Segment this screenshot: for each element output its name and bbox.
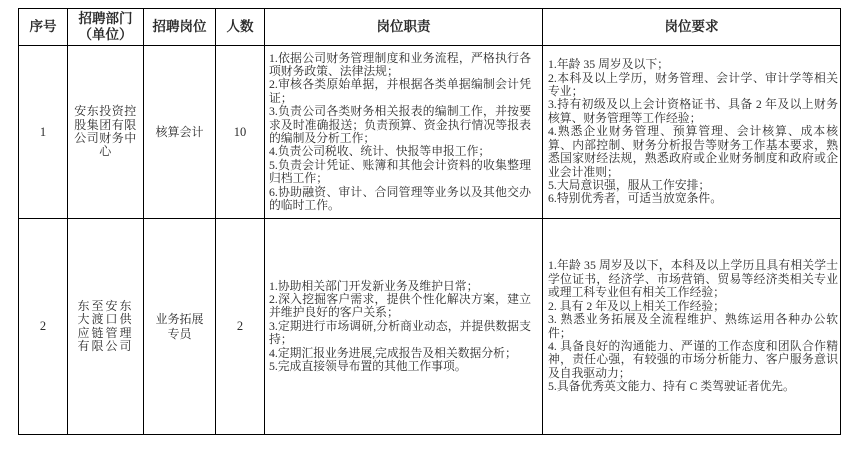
list-item: 4. 具备良好的沟通能力、严谨的工作态度和团队合作精神，责任心强，有较强的市场分析能力、客户服务意识及自我驱动力； bbox=[548, 338, 838, 380]
cell-position bbox=[144, 46, 216, 219]
duties-list bbox=[269, 280, 531, 374]
list-item: 6.特别优秀者，可适当放宽条件。 bbox=[548, 191, 723, 206]
cell-duties bbox=[265, 219, 543, 435]
cell-headcount: 2 bbox=[216, 219, 265, 435]
cell-duties bbox=[265, 46, 543, 219]
list-item: 1.依据公司财务管理制度和业务流程，严格执行各项财务政策、法律法规； bbox=[269, 50, 531, 78]
cell-serial-number: 2 bbox=[19, 219, 68, 435]
table-row-1 bbox=[19, 46, 841, 219]
list-item: 1.协助相关部门开发新业务及维护日常； bbox=[269, 278, 479, 293]
requirements-list bbox=[548, 259, 838, 393]
position-text: 核算会计 bbox=[155, 124, 204, 139]
list-item: 3.定期进行市场调研,分析商业动态，并提供数据支持； bbox=[269, 318, 531, 347]
department-text: 东至安东大渡口供应链管理有限公司 bbox=[77, 298, 134, 353]
header-duties: 岗位职责 bbox=[265, 9, 543, 46]
list-item: 2.审核各类原始单据，并根据各类单据编制会计凭证； bbox=[269, 77, 531, 105]
list-item: 5.完成直接领导布置的其他工作事项。 bbox=[269, 359, 467, 374]
header-headcount: 人数 bbox=[216, 9, 265, 46]
list-item: 4.负责公司税收、统计、快报等申报工作； bbox=[269, 144, 491, 159]
duties-list bbox=[269, 52, 531, 213]
list-item: 3.负责公司各类财务相关报表的编制工作，并按要求及时准确报送；负责预算、资金执行情况等报表的编制及分析工作； bbox=[269, 104, 531, 145]
requirements-list bbox=[548, 58, 838, 205]
position-text: 业务拓展专员 bbox=[155, 311, 204, 341]
list-item: 4.熟悉企业财务管理、预算管理、会计核算、成本核算、内部控制、财务分析报告等财务工作基本要求，熟悉国家财经法规，熟悉政府或企业财务制度和政府或企业会计准则； bbox=[548, 124, 838, 179]
recruitment-table bbox=[18, 8, 841, 435]
list-item: 5.大局意识强，服从工作安排； bbox=[548, 177, 711, 192]
list-item: 6.协助融资、审计、合同管理等业务以及其他交办的临时工作。 bbox=[269, 184, 531, 213]
list-item: 5.具备优秀英文能力、持有 C 类驾驶证者优先。 bbox=[548, 379, 795, 394]
list-item: 4.定期汇报业务进展,完成报告及相关数据分析； bbox=[269, 345, 517, 360]
header-serial-number: 序号 bbox=[19, 9, 68, 46]
table-row-2 bbox=[19, 219, 841, 435]
list-item: 2.深入挖掘客户需求，提供个性化解决方案，建立并维护良好的客户关系； bbox=[269, 291, 531, 320]
list-item: 2. 具有 2 年及以上相关工作经验； bbox=[548, 298, 725, 313]
header-position: 招聘岗位 bbox=[144, 9, 216, 46]
cell-serial-number: 1 bbox=[19, 46, 68, 219]
cell-requirements bbox=[543, 46, 841, 219]
list-item: 3. 熟悉业务拓展及全流程维护、熟练运用各种办公软件； bbox=[548, 312, 838, 340]
table-header-row bbox=[19, 9, 841, 46]
cell-department bbox=[68, 46, 144, 219]
cell-position bbox=[144, 219, 216, 435]
cell-requirements bbox=[543, 219, 841, 435]
department-text: 安东投资控股集团有限公司财务中心 bbox=[74, 104, 137, 159]
list-item: 2.本科及以上学历，财务管理、会计学、审计学等相关专业； bbox=[548, 70, 838, 99]
list-item: 1.年龄 35 周岁及以下，本科及以上学历且具有相关学士学位证书，经济学、市场营销、贸易等经济类相关专业或理工科专业但有相关工作经验； bbox=[548, 258, 838, 300]
header-department-label: 招聘部门（单位） bbox=[78, 11, 133, 42]
cell-department bbox=[68, 219, 144, 435]
list-item: 1.年龄 35 周岁及以下； bbox=[548, 57, 669, 72]
header-requirements: 岗位要求 bbox=[543, 9, 841, 46]
cell-headcount: 10 bbox=[216, 46, 265, 219]
list-item: 5.负责会计凭证、账簿和其他会计资料的收集整理归档工作； bbox=[269, 157, 531, 186]
header-department bbox=[68, 9, 144, 46]
list-item: 3.持有初级及以上会计资格证书、具备 2 年及以上财务核算、财务管理等工作经验； bbox=[548, 97, 838, 125]
